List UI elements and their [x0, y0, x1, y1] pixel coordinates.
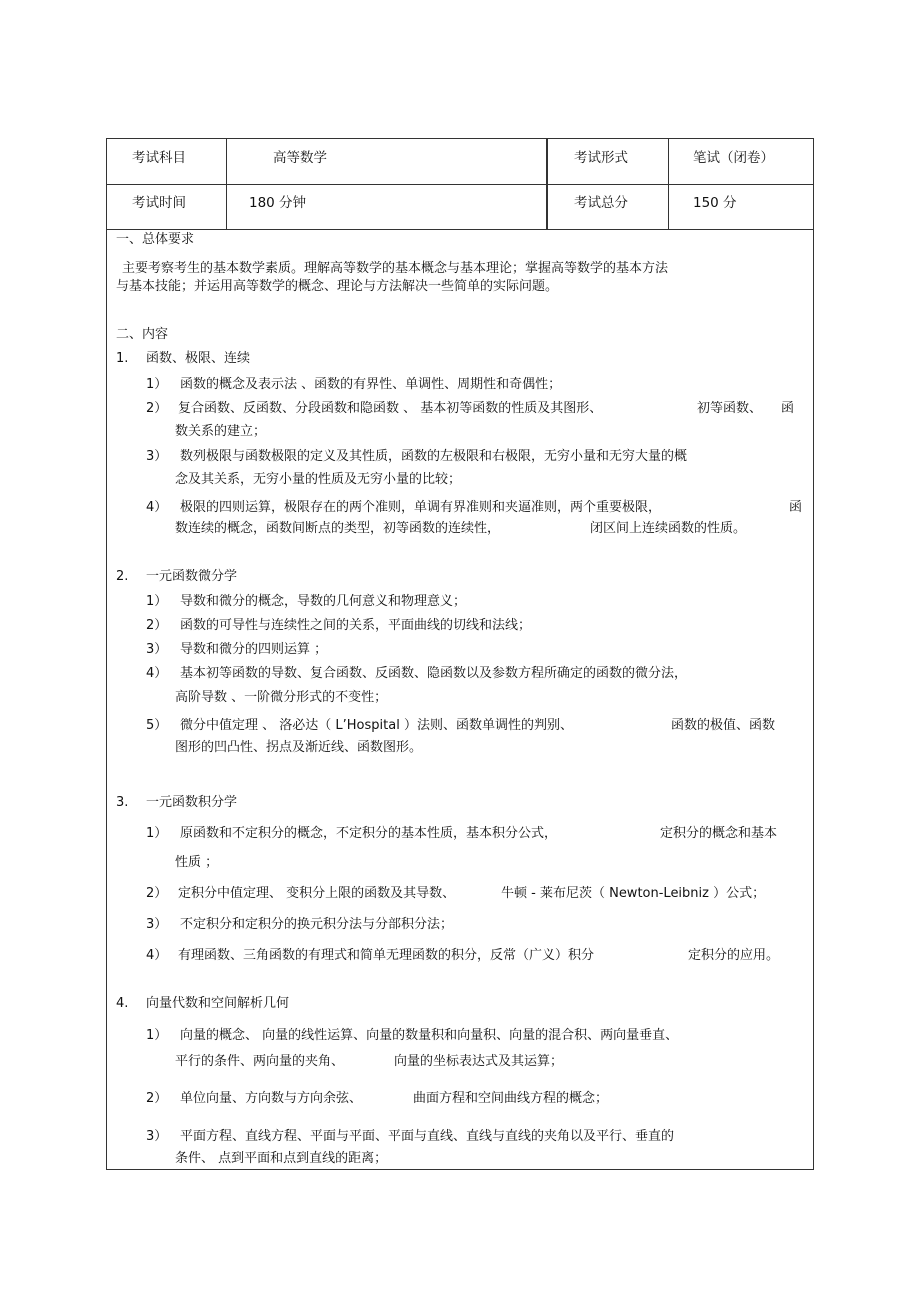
item-number: 2） — [146, 401, 168, 416]
value-subject: 高等数学 — [273, 150, 327, 166]
item-number: 5） — [146, 718, 168, 733]
paragraph-line: 与基本技能；并运用高等数学的概念、理论与方法解决一些简单的实际问题。 — [116, 279, 559, 294]
table-row-divider — [106, 229, 814, 230]
unit-number: 1. — [116, 351, 129, 366]
unit-number: 4. — [116, 996, 129, 1011]
item-text: 基本初等函数的导数、复合函数、反函数、隐函数以及参数方程所确定的函数的微分法， — [180, 666, 688, 681]
unit-title: 向量代数和空间解析几何 — [146, 996, 290, 1011]
item-text: 复合函数、反函数、分段函数和隐函数 、 基本初等函数的性质及其图形、 — [178, 401, 603, 416]
item-number: 1） — [146, 1028, 168, 1043]
table-col-divider — [226, 138, 227, 230]
item-text: 数列极限与函数极限的定义及其性质，函数的左极限和右极限，无穷小量和无穷大量的概 — [180, 449, 688, 464]
item-text: 牛顿 - 莱布尼茨（ Newton-Leibniz ）公式； — [501, 886, 766, 901]
item-text: 导数和微分的概念，导数的几何意义和物理意义； — [180, 594, 467, 609]
item-continuation: 向量的坐标表达式及其运算； — [394, 1054, 564, 1069]
item-text: 初等函数、 — [697, 401, 763, 416]
item-text: 定积分中值定理、 变积分上限的函数及其导数、 — [178, 886, 456, 901]
item-text: 函数的可导性与连续性之间的关系，平面曲线的切线和法线； — [180, 618, 532, 633]
paragraph-line: 主要考察考生的基本数学素质。理解高等数学的基本概念与基本理论；掌握高等数学的基本方法 — [122, 261, 669, 276]
value-total-score: 150 分 — [693, 195, 737, 211]
item-text: 定积分的应用。 — [688, 948, 780, 963]
item-number: 2） — [146, 1091, 168, 1106]
item-continuation: 条件、 点到平面和点到直线的距离； — [175, 1151, 388, 1166]
table-col-divider — [546, 138, 548, 230]
table-col-divider — [668, 138, 669, 230]
item-text: 函 — [781, 401, 795, 416]
item-text: 曲面方程和空间曲线方程的概念； — [413, 1091, 609, 1106]
label-total-score: 考试总分 — [574, 195, 628, 211]
item-text: 单位向量、方向数与方向余弦、 — [180, 1091, 363, 1106]
item-continuation: 平行的条件、两向量的夹角、 — [175, 1054, 345, 1069]
item-continuation: 念及其关系，无穷小量的性质及无穷小量的比较； — [175, 472, 462, 487]
unit-title: 函数、极限、连续 — [146, 351, 251, 366]
item-text: 平面方程、直线方程、平面与平面、平面与直线、直线与直线的夹角以及平行、垂直的 — [180, 1129, 675, 1144]
item-text: 定积分的概念和基本 — [660, 826, 778, 841]
item-text: 微分中值定理 、 洛必达（ L’Hospital ）法则、函数单调性的判别、 — [180, 718, 573, 733]
item-number: 3） — [146, 917, 168, 932]
label-exam-format: 考试形式 — [574, 150, 628, 166]
item-number: 1） — [146, 826, 168, 841]
unit-title: 一元函数微分学 — [146, 569, 238, 584]
item-text: 极限的四则运算，极限存在的两个准则，单调有界准则和夹逼准则，两个重要极限， — [180, 500, 662, 515]
item-number: 2） — [146, 886, 168, 901]
item-text: 不定积分和定积分的换元积分法与分部积分法； — [180, 917, 454, 932]
section-title: 一、总体要求 — [116, 232, 195, 247]
item-text: 函 — [789, 500, 803, 515]
item-number: 1） — [146, 594, 168, 609]
label-exam-time: 考试时间 — [132, 195, 186, 211]
item-number: 3） — [146, 1129, 168, 1144]
item-continuation: 性质 ； — [175, 855, 219, 870]
item-number: 3） — [146, 449, 168, 464]
item-text: 函数的概念及表示法 、函数的有界性、单调性、周期性和奇偶性； — [180, 377, 562, 392]
item-number: 4） — [146, 500, 168, 515]
section-title: 二、内容 — [116, 327, 169, 342]
item-continuation: 数连续的概念，函数间断点的类型，初等函数的连续性， — [175, 521, 501, 536]
item-number: 2） — [146, 618, 168, 633]
item-text: 向量的概念、 向量的线性运算、向量的数量积和向量积、向量的混合积、两向量垂直、 — [180, 1028, 679, 1043]
item-continuation: 高阶导数 、一阶微分形式的不变性； — [175, 690, 388, 705]
item-number: 4） — [146, 666, 168, 681]
unit-title: 一元函数积分学 — [146, 795, 238, 810]
item-number: 1） — [146, 377, 168, 392]
value-exam-format: 笔试（闭卷） — [693, 150, 774, 166]
item-continuation: 闭区间上连续函数的性质。 — [590, 521, 747, 536]
item-continuation: 图形的凹凸性、拐点及渐近线、函数图形。 — [175, 740, 423, 755]
item-continuation: 数关系的建立； — [175, 424, 267, 439]
item-text: 原函数和不定积分的概念，不定积分的基本性质，基本积分公式， — [180, 826, 558, 841]
item-text: 导数和微分的四则运算 ； — [180, 642, 328, 657]
item-text: 函数的极值、函数 — [671, 718, 776, 733]
item-number: 4） — [146, 948, 168, 963]
item-number: 3） — [146, 642, 168, 657]
unit-number: 2. — [116, 569, 129, 584]
label-subject: 考试科目 — [132, 150, 186, 166]
unit-number: 3. — [116, 795, 129, 810]
table-row-divider — [106, 184, 814, 185]
item-text: 有理函数、三角函数的有理式和简单无理函数的积分，反常（广义）积分 — [178, 948, 595, 963]
value-exam-time: 180 分钟 — [249, 195, 307, 211]
